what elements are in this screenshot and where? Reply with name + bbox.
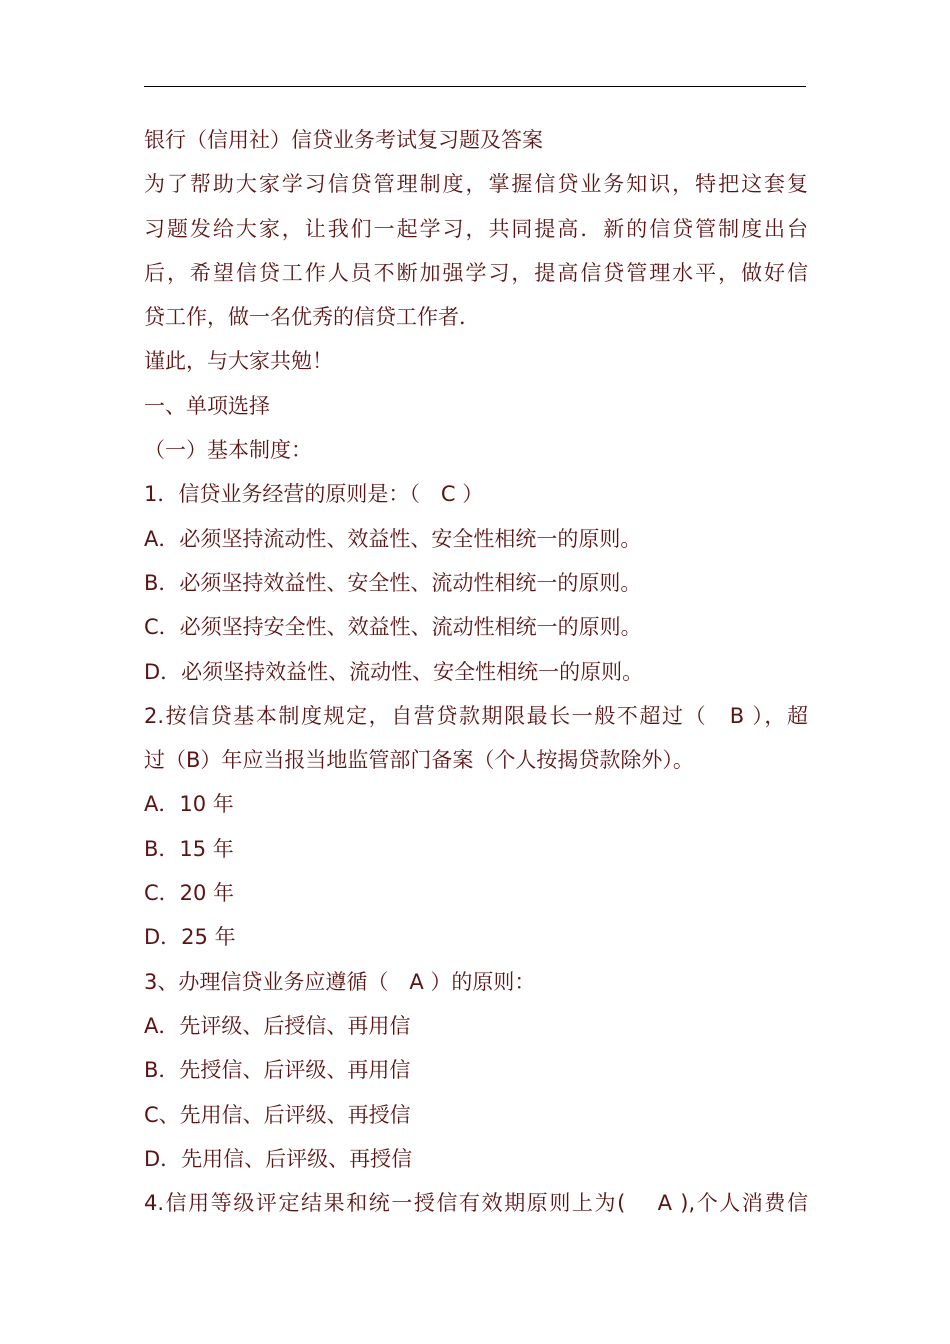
question-option: B．必须坚持效益性、安全性、流动性相统一的原则。 bbox=[144, 570, 642, 595]
question-stem: 1．信贷业务经营的原则是：（ C ） bbox=[144, 482, 484, 507]
intro-line: 后，希望信贷工作人员不断加强学习，提高信贷管理水平，做好信 bbox=[144, 260, 808, 285]
section-heading: 一、单项选择 bbox=[144, 393, 270, 418]
question-option: A．10 年 bbox=[144, 792, 234, 817]
header-rule bbox=[144, 86, 806, 87]
document-title: 银行（信用社）信贷业务考试复习题及答案 bbox=[144, 128, 543, 152]
question-option: C、先用信、后评级、再授信 bbox=[144, 1102, 411, 1127]
question-option: A．必须坚持流动性、效益性、安全性相统一的原则。 bbox=[144, 526, 642, 551]
question-stem: 3、办理信贷业务应遵循（ A ）的原则： bbox=[144, 969, 536, 994]
question-option: D．25 年 bbox=[144, 925, 236, 950]
intro-line: 贷工作，做一名优秀的信贷工作者． bbox=[144, 305, 480, 330]
subsection-heading: （一）基本制度： bbox=[144, 438, 312, 463]
question-stem: 4.信用等级评定结果和统一授信有效期原则上为( A ),个人消费信 bbox=[144, 1191, 808, 1216]
closing-line: 谨此，与大家共勉！ bbox=[144, 349, 333, 374]
question-option: D．先用信、后评级、再授信 bbox=[144, 1146, 413, 1171]
question-option: C．20 年 bbox=[144, 881, 235, 906]
question-option: B．先授信、后评级、再用信 bbox=[144, 1058, 411, 1083]
question-stem: 过（B）年应当报当地监管部门备案（个人按揭贷款除外）。 bbox=[144, 748, 694, 773]
question-option: C．必须坚持安全性、效益性、流动性相统一的原则。 bbox=[144, 615, 642, 640]
intro-line: 习题发给大家，让我们一起学习，共同提高．新的信贷管制度出台 bbox=[144, 216, 808, 241]
question-option: B．15 年 bbox=[144, 836, 234, 861]
intro-line: 为了帮助大家学习信贷管理制度，掌握信贷业务知识，特把这套复 bbox=[144, 172, 808, 197]
document-body bbox=[144, 118, 808, 1225]
question-stem: 2.按信贷基本制度规定，自营贷款期限最长一般不超过（ B ），超 bbox=[144, 703, 808, 728]
question-option: A．先评级、后授信、再用信 bbox=[144, 1013, 411, 1038]
question-option: D．必须坚持效益性、流动性、安全性相统一的原则。 bbox=[144, 659, 644, 684]
